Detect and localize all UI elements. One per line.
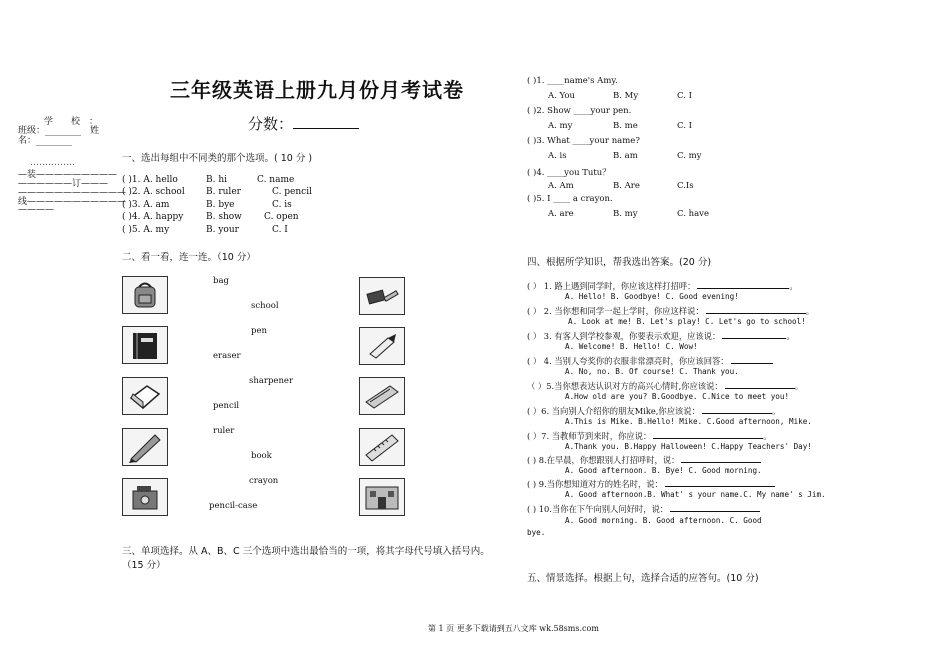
scenario-question: ( ) 10.当你在下午向别人问好时，说： (527, 503, 760, 515)
option-a: A. Am (548, 181, 574, 191)
scenario-options: A. Good morning. B. Good afternoon. C. Good (565, 516, 762, 525)
option-c: C.Is (677, 181, 694, 191)
question-number: ( )4. A. happy (122, 212, 184, 222)
sidebar-binding-line: 线——————————— (18, 197, 127, 207)
scenario-options: A. Good afternoon.B. What' s your name.C. My name' s Jim. (565, 490, 826, 499)
option-c: C. name (257, 175, 295, 185)
score-blank[interactable] (293, 128, 359, 129)
scenario-options: A.How old are you? B.Goodbye. C.Nice to meet you! (565, 392, 790, 401)
backpack-icon[interactable] (122, 276, 168, 314)
option-b: B. Are (613, 181, 640, 191)
answer-blank[interactable] (670, 511, 760, 512)
scenario-options: A.Thank you. B.Happy Halloween! C.Happy Teachers' Day! (565, 442, 812, 451)
scenario-options: A. No, no. B. Of course! C. Thank you. (565, 367, 739, 376)
match-word: ruler (213, 426, 235, 436)
sidebar-name-field: 名：________ (18, 136, 73, 146)
score-label: 分数： (248, 115, 294, 133)
sidebar-binding-line: —装————————— (18, 170, 118, 180)
page-title: 三年级英语上册九月份月考试卷 (170, 78, 464, 102)
page-footer: 第 1 页 更多下载请到五八文库 wk.58sms.com (428, 624, 599, 633)
option-c: C. I (272, 225, 288, 235)
scenario-question: ( ） 1. 路上遇到同学时，你应该这样打招呼： 。 (527, 281, 798, 291)
option-a: A. my (548, 121, 573, 131)
section2-heading: 二、看一看，连一连。（10 分） (122, 252, 256, 263)
option-c: C. have (677, 209, 709, 219)
ruler-icon[interactable] (359, 428, 405, 466)
option-c: C. I (677, 91, 692, 101)
question-number: ( )5. A. my (122, 225, 170, 235)
sidebar-name-label: 姓 (90, 126, 100, 136)
answer-blank[interactable] (706, 313, 806, 314)
mc-question: ( )1. ____name's Amy. (527, 76, 618, 86)
scenario-options: A. Look at me! B. Let's play! C. Let's go to school! (568, 317, 806, 326)
match-word: pen (251, 326, 267, 336)
mc-question: ( )4. ____you Tutu？ (527, 168, 611, 178)
scenario-question: ( ）6. 当向别人介绍你的朋友Mike,你应该说： 。 (527, 406, 781, 416)
scenario-options: A. Hello! B. Goodbye! C. Good evening! (565, 292, 739, 301)
option-a: A. are (548, 209, 574, 219)
answer-blank[interactable] (731, 363, 773, 364)
sidebar-school-label: 学 校 ： (44, 117, 99, 127)
pencil-icon[interactable] (122, 428, 168, 466)
pen-icon[interactable] (359, 327, 405, 365)
mc-question: ( )3. What ____your name? (527, 136, 640, 146)
section4-heading: 四、根据所学知识，帮我选出答案。(20 分) (527, 257, 712, 268)
section5-heading: 五、情景选择。根据上句，选择合适的应答句。(10 分) (527, 573, 759, 584)
scenario-options: A.This is Mike. B.Hello! Mike. C.Good afternoon, Mike. (565, 417, 812, 426)
match-word: sharpener (249, 376, 294, 386)
scenario-question: ( ) 9.当你想知道对方的姓名时，说： (527, 478, 775, 490)
match-word: book (251, 451, 272, 461)
section3-heading-score: （15 分） (122, 560, 166, 571)
answer-blank[interactable] (722, 338, 786, 339)
eraser-pencil-icon[interactable] (359, 277, 405, 315)
match-word: eraser (213, 351, 241, 361)
option-c: C. open (264, 212, 299, 222)
option-c: C. I (677, 121, 692, 131)
match-word: school (251, 301, 279, 311)
match-word: pencil-case (209, 501, 258, 511)
answer-blank[interactable] (702, 413, 772, 414)
answer-blank[interactable] (681, 462, 761, 463)
section3-heading: 三、单项选择。从 A、B、C 三个选项中选出最恰当的一项，将其字母代号填入括号内。 (122, 546, 490, 557)
scenario-question: ( ）7. 当教师节到来时，你应说： 。 (527, 431, 772, 441)
eraser-icon[interactable] (122, 377, 168, 415)
option-b: B. am (613, 151, 638, 161)
question-number: ( )2. A. school (122, 187, 185, 197)
option-b: B. hi (206, 175, 228, 185)
match-word: crayon (249, 476, 279, 486)
answer-blank[interactable] (653, 438, 763, 439)
sidebar-binding-line: ——————订——— (18, 179, 109, 189)
scenario-question: ( ） 2. 当你想和同学一起上学时，你应这样说： 。 (527, 306, 815, 316)
option-b: B. me (613, 121, 638, 131)
sidebar-binding-line: ———— (18, 205, 54, 215)
question-number: ( )1. A. hello (122, 175, 178, 185)
sharpener-icon[interactable] (122, 478, 168, 516)
scenario-question: ( ） 4. 当别人夸奖你的衣服非常漂亮时，你应该回答： (527, 355, 773, 367)
mc-question: ( )5. I ____ a crayon. (527, 194, 613, 204)
option-b: B. ruler (206, 187, 241, 197)
option-a: A. You (548, 91, 576, 101)
option-b: B. your (206, 225, 239, 235)
scenario-question: ( ) 8.在早晨，你想跟别人打招呼时，说： (527, 454, 761, 466)
answer-blank[interactable] (697, 288, 789, 289)
option-c: C. is (272, 200, 292, 210)
option-b: B. My (613, 91, 639, 101)
option-c: C. pencil (272, 187, 312, 197)
sidebar-binding-line: ———————————— (18, 188, 126, 198)
question-number: ( )3. A. am (122, 200, 170, 210)
answer-blank[interactable] (665, 486, 775, 487)
scenario-question: ( ） 3. 有客人到学校参观，你要表示欢迎，应该说： 。 (527, 331, 795, 341)
scenario-question: （ ）5.当你想表达认识对方的高兴心情时,你应该说： 。 (527, 381, 804, 391)
scenario-options-tail: bye. (527, 528, 546, 537)
option-b: B. my (613, 209, 638, 219)
scenario-options: A. Welcome! B. Hello! C. Wow! (565, 342, 698, 351)
sidebar-binding-line: …………… (30, 158, 75, 168)
match-word: bag (213, 276, 229, 286)
book-icon[interactable] (122, 326, 168, 364)
option-a: A. is (548, 151, 567, 161)
section1-heading: 一、选出每组中不同类的那个选项。( 10 分 ) (122, 153, 313, 164)
match-word: pencil (213, 401, 240, 411)
pencil-case-icon[interactable] (359, 377, 405, 415)
school-icon[interactable] (359, 478, 405, 516)
answer-blank[interactable] (725, 388, 795, 389)
score-field (248, 113, 359, 134)
option-c: C. my (677, 151, 702, 161)
option-b: B. show (206, 212, 242, 222)
scenario-options: A. Good afternoon. B. Bye! C. Good morning. (565, 466, 762, 475)
mc-question: ( )2. Show ____your pen. (527, 106, 632, 116)
option-b: B. bye (206, 200, 235, 210)
sidebar-class-field: 班级：________ (18, 126, 82, 136)
